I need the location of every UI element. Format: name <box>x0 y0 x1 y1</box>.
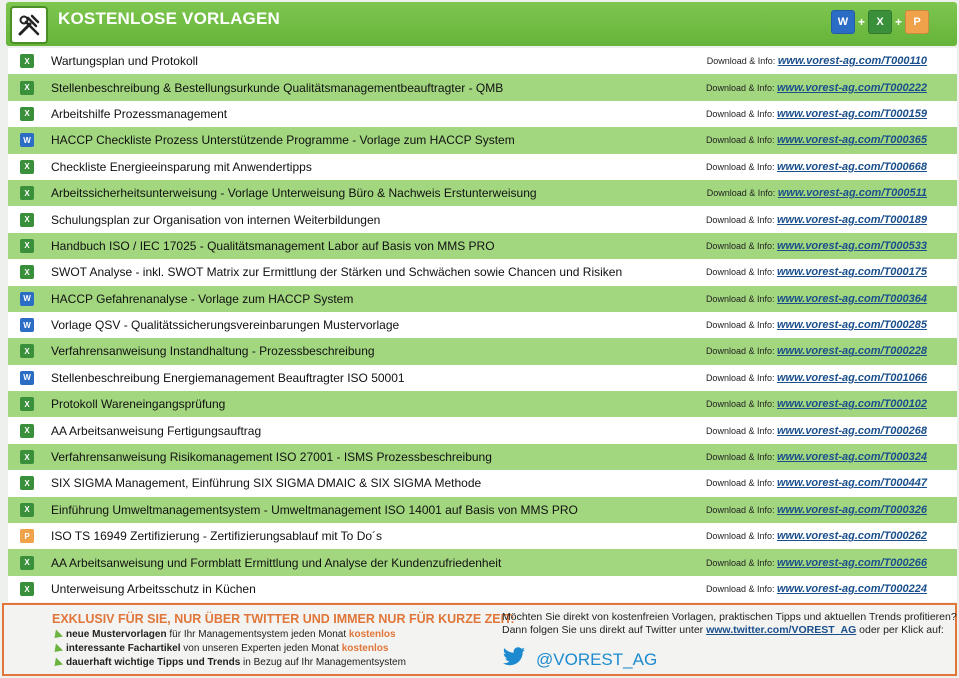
header-bar <box>6 2 957 46</box>
template-row <box>8 365 957 391</box>
excel-file-icon: X <box>20 213 34 227</box>
download-label: Download & Info: <box>706 188 776 199</box>
template-title: Unterweisung Arbeitsschutz in Küchen <box>51 582 256 596</box>
promo-right <box>502 611 957 669</box>
template-title: SWOT Analyse - inkl. SWOT Matrix zur Ermittlung der Stärken und Schwächen sowie Chancen und Risiken <box>51 265 623 280</box>
download-info <box>706 240 927 252</box>
download-label: Download & Info: <box>705 82 775 93</box>
bullet-strong: neue Mustervorlagen <box>66 629 167 640</box>
download-info <box>706 372 927 384</box>
download-info <box>707 187 927 199</box>
template-row <box>8 233 957 259</box>
bullet-text: für Ihr Managementsystem jeden Monat <box>166 629 349 640</box>
template-row <box>8 391 957 417</box>
excel-file-icon: X <box>20 54 34 68</box>
template-title: Einführung Umweltmanagementsystem - Umweltmanagement ISO 14001 auf Basis von MMS PRO <box>51 502 578 517</box>
download-label: Download & Info: <box>706 56 776 67</box>
template-title: HACCP Gefahrenanalyse - Vorlage zum HACCP System <box>51 291 354 306</box>
promo-left <box>52 612 515 670</box>
download-link[interactable]: www.vorest-ag.com/T000364 <box>777 292 927 305</box>
download-info <box>706 319 927 331</box>
download-info <box>706 398 927 410</box>
excel-file-icon: X <box>20 397 34 411</box>
download-info <box>706 530 927 542</box>
download-link[interactable]: www.vorest-ag.com/T000224 <box>777 583 927 595</box>
template-title: AA Arbeitsanweisung Fertigungsauftrag <box>51 423 262 438</box>
template-title: HACCP Checkliste Prozess Unterstützende Programme - Vorlage zum HACCP System <box>51 133 515 148</box>
template-title: Wartungsplan und Protokoll <box>51 54 198 69</box>
download-info <box>706 293 927 305</box>
download-info <box>706 477 927 489</box>
template-title: Stellenbeschreibung & Bestellungsurkunde Qualitätsmanagementbeauftragter - QMB <box>51 80 504 95</box>
twitter-link[interactable]: www.twitter.com/VOREST_AG <box>706 624 857 636</box>
promo-text-line2 <box>502 624 942 637</box>
download-info <box>706 451 927 463</box>
template-row <box>8 523 957 549</box>
excel-file-icon: X <box>20 265 34 279</box>
download-label: Download & Info: <box>705 478 775 489</box>
download-link[interactable]: www.vorest-ag.com/T000175 <box>777 266 927 279</box>
template-row <box>8 180 957 206</box>
template-row <box>8 127 957 153</box>
template-title: Arbeitshilfe Prozessmanagement <box>51 106 228 121</box>
bullet-arrow-icon <box>51 643 63 655</box>
template-row <box>8 470 957 496</box>
bullet-strong: interessante Fachartikel <box>66 643 181 654</box>
template-title: Handbuch ISO / IEC 17025 - Qualitätsmanagement Labor auf Basis von MMS PRO <box>51 238 495 253</box>
download-link[interactable]: www.vorest-ag.com/T000511 <box>777 187 927 200</box>
template-title: Verfahrensanweisung Risikomanagement ISO 27001 - ISMS Prozessbeschreibung <box>51 450 492 465</box>
promo-bullet <box>52 656 515 670</box>
download-label: Download & Info: <box>705 267 775 278</box>
template-row <box>8 312 957 338</box>
twitter-bird-icon[interactable] <box>502 647 526 672</box>
download-link[interactable]: www.vorest-ag.com/T000110 <box>777 55 927 68</box>
download-label: Download & Info: <box>705 372 775 383</box>
mms-pro-icon: P <box>905 10 929 34</box>
bullet-arrow-icon <box>51 657 63 669</box>
template-row <box>8 101 957 127</box>
template-row <box>8 444 957 470</box>
template-title: Vorlage QSV - Qualitätssicherungsvereinbarungen Mustervorlage <box>51 318 400 333</box>
download-info <box>706 134 927 146</box>
template-row <box>8 286 957 312</box>
template-list <box>8 48 957 602</box>
download-label: Download & Info: <box>705 240 775 251</box>
excel-file-icon: X <box>20 503 34 517</box>
template-row <box>8 259 957 285</box>
download-info <box>706 161 927 173</box>
download-link[interactable]: www.vorest-ag.com/T000268 <box>777 424 927 437</box>
excel-file-icon: X <box>20 450 34 464</box>
app-icons <box>831 10 929 34</box>
download-info <box>706 108 927 120</box>
download-link[interactable]: www.vorest-ag.com/T000228 <box>777 345 927 358</box>
template-title: ISO TS 16949 Zertifizierung - Zertifizierungsablauf mit To Do´s <box>51 529 383 544</box>
plus-separator: + <box>857 15 865 29</box>
download-link[interactable]: www.vorest-ag.com/T000102 <box>777 398 927 411</box>
word-icon: W <box>831 10 855 34</box>
download-link[interactable]: www.vorest-ag.com/T000447 <box>777 477 927 490</box>
plus-separator: + <box>894 15 902 29</box>
bullet-strong: dauerhaft wichtige Tipps und Trends <box>66 657 241 668</box>
excel-file-icon: X <box>20 582 34 596</box>
excel-file-icon: X <box>20 424 34 438</box>
excel-file-icon: X <box>20 556 34 570</box>
download-info <box>706 425 927 437</box>
word-file-icon: W <box>20 318 34 332</box>
template-title: Schulungsplan zur Organisation von internen Weiterbildungen <box>51 212 381 227</box>
template-title: Arbeitssicherheitsunterweisung - Vorlage Unterweisung Büro & Nachweis Erstunterweisung <box>51 186 537 201</box>
download-label: Download & Info: <box>705 214 775 225</box>
excel-file-icon: X <box>20 160 34 174</box>
twitter-handle[interactable]: @VOREST_AG <box>536 649 658 669</box>
template-row <box>8 154 957 180</box>
download-link[interactable]: www.vorest-ag.com/T000324 <box>777 451 927 464</box>
promo-bullets <box>52 628 515 670</box>
template-title: Checkliste Energieeinsparung mit Anwendertipps <box>51 159 312 174</box>
promo-text-pre: Dann folgen Sie uns direkt auf Twitter unter <box>502 624 707 636</box>
download-link[interactable]: www.vorest-ag.com/T000189 <box>777 213 927 226</box>
bullet-text: in Bezug auf Ihr Managementsystem <box>240 657 406 668</box>
promo-text-line1: Möchten Sie direkt von kostenfreien Vorlagen, praktischen Tipps und aktuellen Trends profitieren? <box>502 611 957 623</box>
word-file-icon: W <box>20 371 34 385</box>
download-link[interactable]: www.vorest-ag.com/T000365 <box>777 134 927 147</box>
download-label: Download & Info: <box>705 452 775 463</box>
template-row <box>8 74 957 100</box>
template-row <box>8 206 957 232</box>
download-info <box>706 345 927 357</box>
promo-bullet <box>52 628 515 642</box>
template-title: Stellenbeschreibung Energiemanagement Beauftragter ISO 50001 <box>51 370 405 385</box>
download-info <box>707 55 927 67</box>
excel-file-icon: X <box>20 81 34 95</box>
template-row <box>8 576 957 602</box>
template-row <box>8 497 957 523</box>
word-file-icon: W <box>20 292 34 306</box>
download-label: Download & Info: <box>705 399 775 410</box>
download-link[interactable]: www.vorest-ag.com/T001066 <box>777 371 927 384</box>
page-title: KOSTENLOSE VORLAGEN <box>58 9 280 28</box>
download-label: Download & Info: <box>705 531 775 542</box>
excel-file-icon: X <box>20 344 34 358</box>
template-title: Protokoll Wareneingangsprüfung <box>51 397 226 412</box>
bullet-highlight: kostenlos <box>341 643 389 654</box>
download-label: Download & Info: <box>705 557 775 568</box>
bullet-arrow-icon <box>51 629 63 641</box>
download-link[interactable]: www.vorest-ag.com/T000285 <box>777 319 927 332</box>
template-title: AA Arbeitsanweisung und Formblatt Ermittlung und Analyse der Kundenzufriedenheit <box>51 555 502 570</box>
word-file-icon: W <box>20 133 34 147</box>
bullet-highlight: kostenlos <box>348 629 396 640</box>
twitter-promo-box <box>2 603 957 676</box>
excel-file-icon: X <box>20 476 34 490</box>
excel-file-icon: X <box>20 239 34 253</box>
tools-icon <box>10 6 48 44</box>
bullet-text: von unseren Experten jeden Monat <box>180 643 342 654</box>
template-title: SIX SIGMA Management, Einführung SIX SIGMA DMAIC & SIX SIGMA Methode <box>51 476 482 491</box>
excel-file-icon: X <box>20 107 34 121</box>
download-info <box>706 557 927 569</box>
download-link[interactable]: www.vorest-ag.com/T000222 <box>777 81 927 94</box>
excel-file-icon: X <box>20 186 34 200</box>
promo-text-post: oder per Klick auf: <box>856 624 944 636</box>
download-info <box>706 214 927 226</box>
download-label: Download & Info: <box>705 425 775 436</box>
download-link[interactable]: www.vorest-ag.com/T000266 <box>777 556 927 569</box>
download-link[interactable]: www.vorest-ag.com/T000262 <box>777 530 927 543</box>
promo-bullet <box>52 642 515 656</box>
mms-pro-file-icon: P <box>20 529 34 543</box>
download-link[interactable]: www.vorest-ag.com/T000668 <box>777 160 927 173</box>
download-label: Download & Info: <box>705 161 775 172</box>
template-row <box>8 417 957 443</box>
download-info <box>706 504 927 516</box>
template-row <box>8 549 957 575</box>
template-row <box>8 338 957 364</box>
download-info <box>706 266 927 278</box>
twitter-follow[interactable] <box>502 647 657 672</box>
download-label: Download & Info: <box>705 135 775 146</box>
download-link[interactable]: www.vorest-ag.com/T000326 <box>777 503 927 516</box>
download-link[interactable]: www.vorest-ag.com/T000533 <box>777 239 927 252</box>
download-label: Download & Info: <box>705 108 775 119</box>
download-label: Download & Info: <box>705 320 775 331</box>
download-label: Download & Info: <box>705 584 775 594</box>
promo-heading: EXKLUSIV FÜR SIE, NUR ÜBER TWITTER UND IMMER NUR FÜR KURZE ZEIT: <box>52 612 515 626</box>
download-info <box>706 583 927 595</box>
download-label: Download & Info: <box>705 504 775 515</box>
download-info <box>706 82 927 94</box>
template-title: Verfahrensanweisung Instandhaltung - Prozessbeschreibung <box>51 344 375 359</box>
template-row <box>8 48 957 74</box>
excel-icon: X <box>868 10 892 34</box>
download-label: Download & Info: <box>705 293 775 304</box>
download-link[interactable]: www.vorest-ag.com/T000159 <box>777 107 927 120</box>
download-label: Download & Info: <box>705 346 775 357</box>
